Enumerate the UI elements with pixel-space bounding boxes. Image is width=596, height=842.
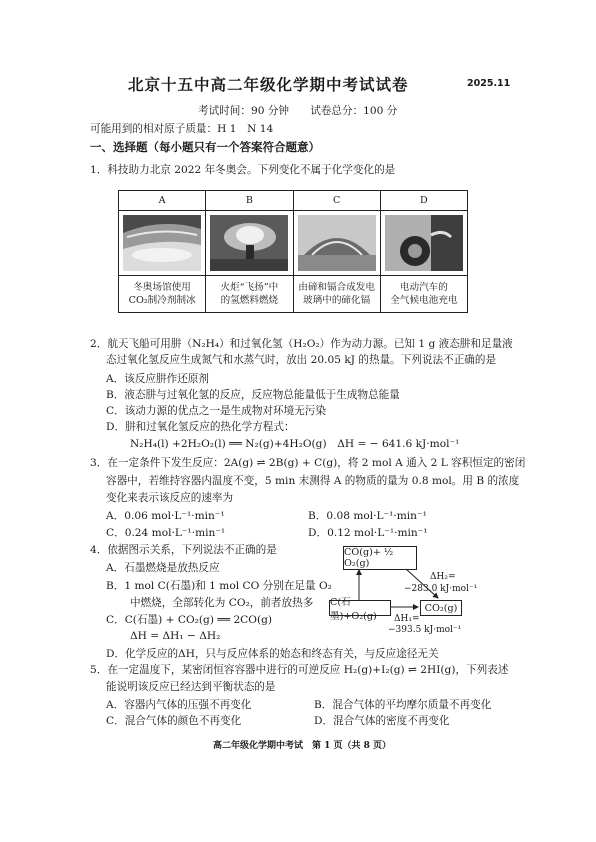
glass-building-photo <box>298 215 376 271</box>
q5-option-c: C．混合气体的颜色不再变化 <box>106 715 242 727</box>
page-footer: 高二年级化学期中考试 第 1 页（共 8 页） <box>213 741 392 751</box>
dh2-label: ΔH₂= <box>430 572 456 582</box>
q4-stem: 4．依据图示关系，下列说法不正确的是 <box>90 544 277 556</box>
q4-option-b-line1: B．1 mol C(石墨)和 1 mol CO 分别在足量 O₂ <box>106 580 332 592</box>
dh1-value: −393.5 kJ·mol⁻¹ <box>388 625 462 635</box>
q2-option-b: B．液态肼与过氧化氢的反应，反应物总能量低于生成物总能量 <box>106 389 400 401</box>
q1-caption-a <box>119 276 206 313</box>
q1-caption-d <box>380 276 467 313</box>
q3-line1: 3．在一定条件下发生反应：2A(g) ⇌ 2B(g) + C(g)，将 2 mol A 通入 2 L 容积恒定的密闭 <box>90 457 526 469</box>
q1-caption-a-line2: CO₂制冷剂制冰 <box>128 295 196 306</box>
diagram-right-box: CO₂(g) <box>420 600 462 616</box>
q5-line1: 5．在一定温度下，某密闭恒容容器中进行的可逆反应 H₂(g)+I₂(g) ⇌ 2HI(g)，下列表述 <box>90 664 509 676</box>
q1-photo-d <box>380 211 467 276</box>
q1-header-b: B <box>206 191 293 211</box>
dh2-value: −283.0 kJ·mol⁻¹ <box>404 584 478 594</box>
q2-option-d: D．肼和过氧化氢反应的热化学方程式： <box>106 421 295 433</box>
q2-option-a: A．该反应肼作还原剂 <box>106 373 209 385</box>
q4-option-c-line2: ΔH = ΔH₁ − ΔH₂ <box>130 630 221 642</box>
q1-caption-c <box>293 276 380 313</box>
q5-option-b: B．混合气体的平均摩尔质量不再变化 <box>314 699 492 711</box>
q1-options-table <box>118 190 468 313</box>
q3-option-c: C．0.24 mol·L⁻¹·min⁻¹ <box>106 527 226 539</box>
q1-photo-c <box>293 211 380 276</box>
diagram-top-box: CO(g)+ ½ O₂(g) <box>343 546 417 570</box>
q1-header-c: C <box>293 191 380 211</box>
exam-info: 考试时间：90 分钟 试卷总分：100 分 <box>198 105 398 117</box>
dh1-label: ΔH₁= <box>394 614 420 624</box>
exam-title: 北京十五中高二年级化学期中考试试卷 <box>128 76 409 94</box>
q5-line2: 能说明该反应已经达到平衡状态的是 <box>106 681 276 693</box>
q1-photo-b <box>206 211 293 276</box>
q2-equation: N₂H₄(l) +2H₂O₂(l) ══ N₂(g)+4H₂O(g) ΔH = − 641.6 kJ·mol⁻¹ <box>130 438 460 450</box>
q1-caption-c-line2: 玻璃中的碲化镉 <box>303 295 371 306</box>
q4-option-c-line1: C．C(石墨) + CO₂(g) ══ 2CO(g) <box>106 614 273 626</box>
q1-caption-d-line1: 电动汽车的 <box>399 282 448 293</box>
torch-photo <box>210 215 288 271</box>
electric-car-photo <box>385 215 463 271</box>
q3-line2: 容器中，若维持容器内温度不变，5 min 末测得 A 的物质的量为 0.8 mol。用 B 的浓度 <box>106 475 520 487</box>
q1-header-d: D <box>380 191 467 211</box>
q5-option-a: A．容器内气体的压强不再变化 <box>106 699 252 711</box>
q2-line1: 2．航天飞船可用肼（N₂H₄）和过氧化氢（H₂O₂）作为动力源。已知 1 g 液态肼和足量液 <box>90 338 513 350</box>
q3-option-a: A．0.06 mol·L⁻¹·min⁻¹ <box>106 510 225 522</box>
q4-option-b-line2: 中燃烧，全部转化为 CO₂，前者放热多 <box>130 597 314 609</box>
q3-line3: 变化来表示该反应的速率为 <box>106 492 234 504</box>
q1-caption-b-line1: 火炬“飞扬”中 <box>220 282 279 293</box>
q1-caption-c-line1: 由碲和镉合成发电 <box>298 282 375 293</box>
q1-caption-b <box>206 276 293 313</box>
q1-caption-a-line1: 冬奥场馆使用 <box>133 282 191 293</box>
q4-option-d: D．化学反应的ΔH，只与反应体系的始态和终态有关，与反应途径无关 <box>106 648 439 660</box>
q1-header-a: A <box>119 191 206 211</box>
q3-option-d: D．0.12 mol·L⁻¹·min⁻¹ <box>308 527 428 539</box>
q1-stem: 1．科技助力北京 2022 年冬奥会。下列变化不属于化学变化的是 <box>90 164 396 176</box>
exam-date: 2025.11 <box>467 78 511 89</box>
q1-photo-a <box>119 211 206 276</box>
q2-option-c: C．该动力源的优点之一是生成物对环境无污染 <box>106 405 326 417</box>
q1-caption-d-line2: 全气候电池充电 <box>390 295 458 306</box>
diagram-left-box: C(石墨)+O₂(g) <box>329 600 391 616</box>
atomic-mass-line: 可能用到的相对原子质量：H 1 N 14 <box>90 123 274 135</box>
q3-option-b: B．0.08 mol·L⁻¹·min⁻¹ <box>308 510 427 522</box>
q4-option-a: A．石墨燃烧是放热反应 <box>106 562 220 574</box>
ice-rink-photo <box>123 215 201 271</box>
q5-option-d: D．混合气体的密度不再变化 <box>314 715 450 727</box>
q2-line2: 态过氧化氢反应生成氮气和水蒸气时，放出 20.05 kJ 的热量。下列说法不正确的是 <box>106 354 497 366</box>
enthalpy-diagram <box>326 546 476 638</box>
section-heading: 一、选择题（每小题只有一个答案符合题意） <box>90 140 320 154</box>
q1-caption-b-line2: 的氢燃料燃烧 <box>220 295 279 306</box>
